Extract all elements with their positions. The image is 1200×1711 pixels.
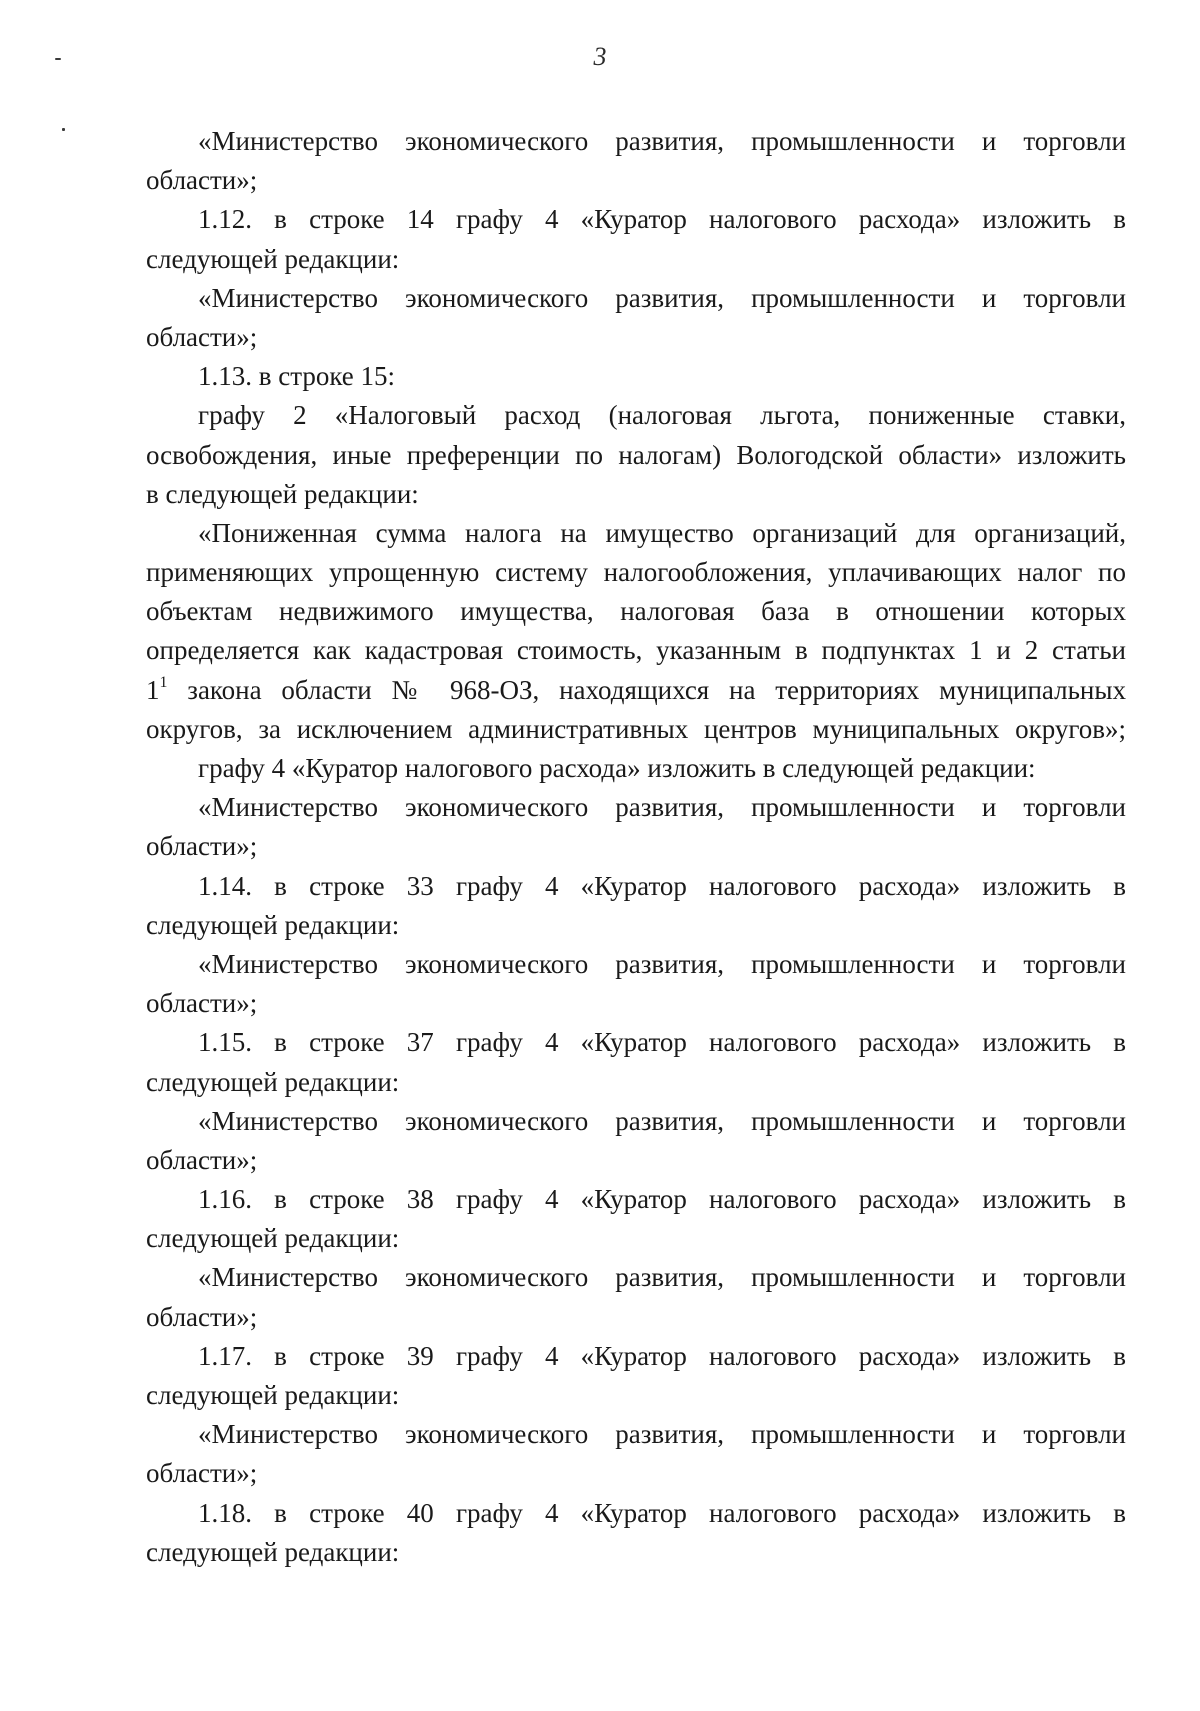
text-line: следующей редакции: <box>146 1223 400 1254</box>
scan-artifact <box>62 128 65 131</box>
superscript: 1 <box>159 673 168 691</box>
text-line: следующей редакции: <box>146 1066 400 1097</box>
text-line: «Министерство экономического развития, промышленности и торговли <box>198 1105 1126 1136</box>
text-line: «Министерство экономического развития, промышленности и торговли <box>198 948 1126 979</box>
text-line: округов, за исключением административных центров муниципальных округов»; <box>146 713 1126 744</box>
text-line: «Министерство экономического развития, промышленности и торговли <box>198 126 1126 156</box>
scan-artifact <box>55 58 61 60</box>
document-body <box>146 122 1126 1572</box>
text-line: объектам недвижимого имущества, налоговая база в отношении которых <box>146 596 1126 627</box>
text-line: «Пониженная сумма налога на имущество организаций для организаций, <box>198 517 1126 548</box>
text-line: применяющих упрощенную систему налогообложения, уплачивающих налог по <box>146 557 1126 588</box>
text-line: 1.17. в строке 39 графу 4 «Куратор налогового расхода» изложить в <box>198 1340 1126 1371</box>
text-line: 1.18. в строке 40 графу 4 «Куратор налогового расхода» изложить в <box>198 1497 1126 1528</box>
text-line: области»; <box>146 988 258 1019</box>
text-line: графу 4 «Куратор налогового расхода» изложить в следующей редакции: <box>198 753 1036 783</box>
text-line: 1.16. в строке 38 графу 4 «Куратор налогового расхода» изложить в <box>198 1184 1126 1215</box>
text-line: области»; <box>146 831 258 862</box>
text-line: области»; <box>146 321 258 352</box>
text-line: области»; <box>146 1301 258 1332</box>
text-line: области»; <box>146 1458 258 1489</box>
text-line: освобождения, иные преференции по налогам) Вологодской области» изложить <box>146 439 1126 470</box>
text-line: следующей редакции: <box>146 909 400 940</box>
text-line: следующей редакции: <box>146 1536 400 1567</box>
text-line <box>146 671 1126 710</box>
text-line: «Министерство экономического развития, промышленности и торговли <box>198 792 1126 823</box>
line-text: 1 <box>146 674 160 705</box>
text-line: графу 2 «Налоговый расход (налоговая льгота, пониженные ставки, <box>198 400 1126 431</box>
text-line: определяется как кадастровая стоимость, указанным в подпунктах 1 и 2 статьи <box>146 635 1126 666</box>
text-line: области»; <box>146 1144 258 1175</box>
text-line: 1.14. в строке 33 графу 4 «Куратор налогового расхода» изложить в <box>198 870 1126 901</box>
text-line: 1.12. в строке 14 графу 4 «Куратор налогового расхода» изложить в <box>198 204 1126 235</box>
text-line: следующей редакции: <box>146 243 400 274</box>
text-line: в следующей редакции: <box>146 478 419 509</box>
text-line: следующей редакции: <box>146 1380 400 1410</box>
text-line: области»; <box>146 165 258 196</box>
text-line: «Министерство экономического развития, промышленности и торговли <box>198 1262 1126 1293</box>
page-number: 3 <box>593 42 607 71</box>
text-line: 1.13. в строке 15: <box>198 361 396 392</box>
text-line: 1.15. в строке 37 графу 4 «Куратор налогового расхода» изложить в <box>198 1027 1126 1058</box>
line-text: закона области № 968-ОЗ, находящихся на территориях муниципальных <box>167 674 1126 705</box>
text-line: «Министерство экономического развития, промышленности и торговли <box>198 282 1126 313</box>
text-line: «Министерство экономического развития, промышленности и торговли <box>198 1419 1126 1450</box>
